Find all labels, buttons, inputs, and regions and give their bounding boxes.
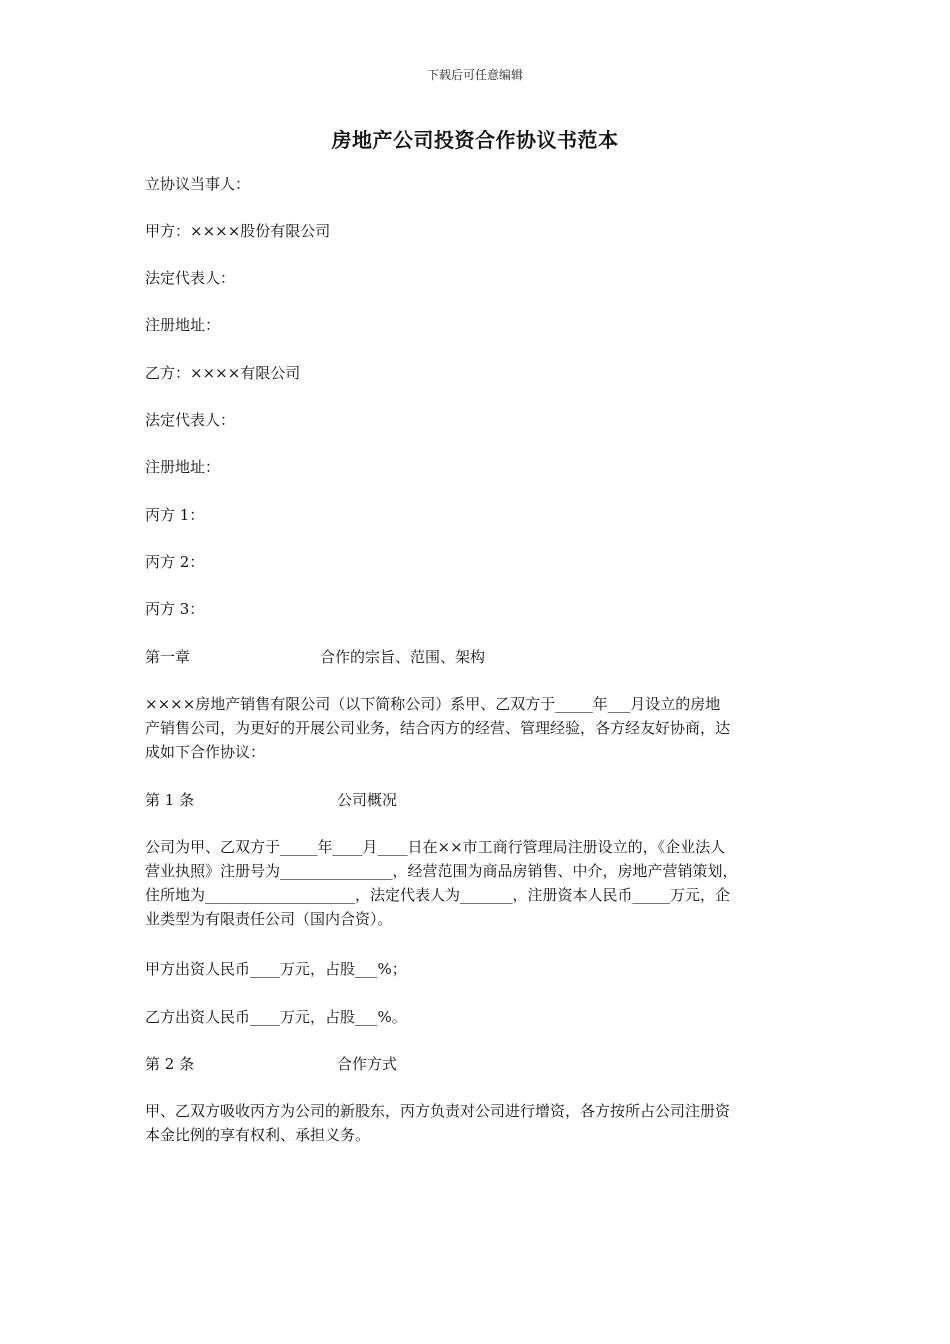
- investment-party-b: 乙方出资人民币____万元，占股___%。: [145, 1008, 407, 1026]
- paragraph-line: 产销售公司，为更好的开展公司业务，结合丙方的经营、管理经验，各方经友好协商，达: [145, 719, 731, 737]
- article-2-number: 第 2 条: [145, 1055, 195, 1073]
- article-1-number: 第 1 条: [145, 791, 195, 809]
- chapter-1-title: 合作的宗旨、范围、架构: [320, 648, 486, 666]
- paragraph-line: 公司为甲、乙双方于_____年____月____日在××市工商行管理局注册设立的，《企业法人: [145, 838, 726, 856]
- party-c1: 丙方 1：: [145, 506, 205, 524]
- article-2-title: 合作方式: [337, 1055, 398, 1073]
- paragraph-line: 住所地为____________________，法定代表人为_______，注册资本人民币_____万元，企: [145, 886, 731, 904]
- article-2-paragraph: [145, 1099, 807, 1147]
- article-2-heading: [145, 1052, 810, 1076]
- paragraph-line: 成如下合作协议：: [145, 743, 266, 761]
- paragraph-line: ××××房地产销售有限公司（以下简称公司）系甲、乙双方于_____年___月设立的房地: [145, 695, 721, 713]
- party-b: 乙方：××××有限公司: [145, 364, 301, 382]
- header-note: 下载后可任意编辑: [426, 68, 523, 82]
- party-c3: 丙方 3：: [145, 600, 205, 618]
- chapter-1-paragraph: [145, 692, 807, 764]
- party-c2: 丙方 2：: [145, 553, 205, 571]
- party-a: 甲方：××××股份有限公司: [145, 222, 331, 240]
- party-b-address: 注册地址：: [145, 458, 221, 476]
- article-1-paragraph: [145, 835, 807, 931]
- investment-party-a: 甲方出资人民币____万元，占股___%；: [145, 960, 407, 978]
- article-1-title: 公司概况: [337, 791, 398, 809]
- article-1-heading: [145, 788, 810, 812]
- paragraph-line: 甲、乙双方吸收丙方为公司的新股东，丙方负责对公司进行增资，各方按所占公司注册资: [145, 1102, 731, 1120]
- party-a-representative: 法定代表人：: [145, 269, 236, 287]
- chapter-1-number: 第一章: [145, 648, 191, 666]
- document-title: 房地产公司投资合作协议书范本: [331, 128, 619, 152]
- chapter-1-heading: [145, 645, 810, 669]
- party-a-address: 注册地址：: [145, 316, 221, 334]
- parties-intro: 立协议当事人：: [145, 175, 251, 193]
- paragraph-line: 业类型为有限责任公司（国内合资）。: [145, 910, 393, 928]
- party-b-representative: 法定代表人：: [145, 411, 236, 429]
- paragraph-line: 本金比例的享有权利、承担义务。: [145, 1126, 371, 1144]
- paragraph-line: 营业执照》注册号为_______________，经营范围为商品房销售、中介，房地产营销策划，: [145, 862, 738, 880]
